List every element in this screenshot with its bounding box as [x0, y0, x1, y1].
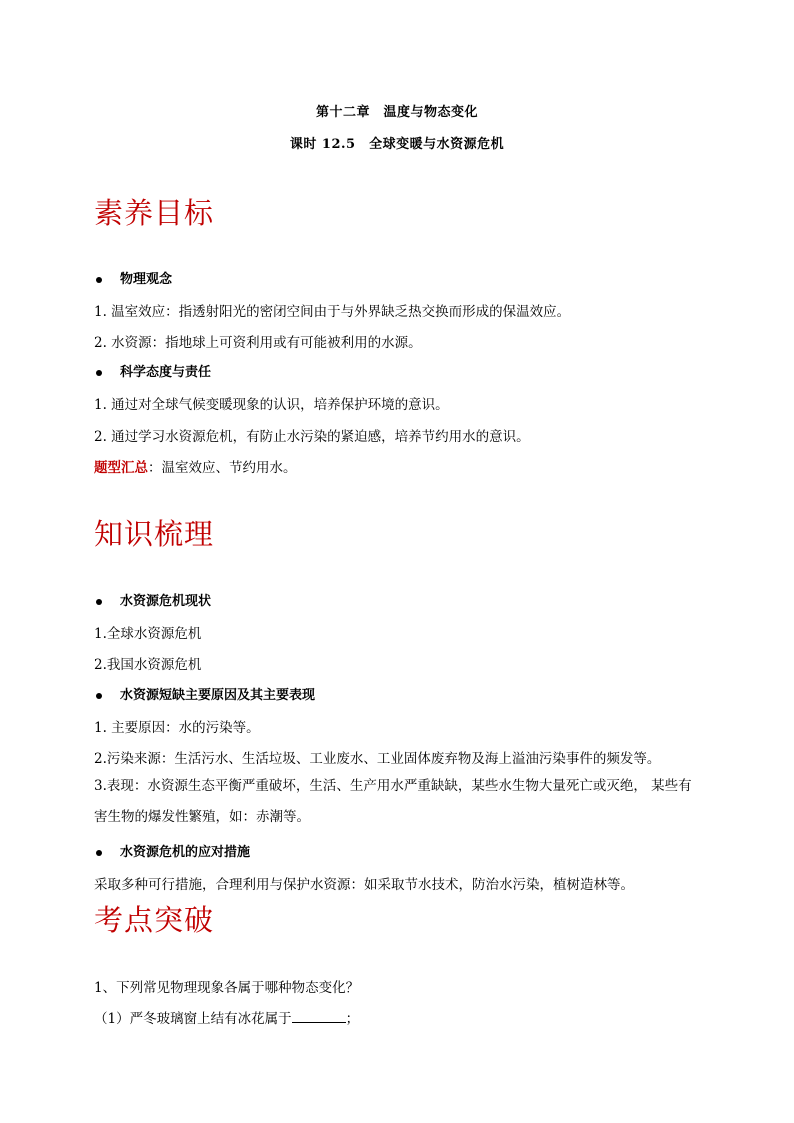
bullet-label: 水资源危机的应对措施 — [120, 845, 251, 860]
goal-item: 2. 水资源：指地球上可资利用或有可能被利用的水源。 — [94, 335, 422, 351]
bullet-label: 物理观念 — [120, 272, 173, 287]
bullet-dot-icon — [96, 693, 102, 699]
bullet-dot-icon — [96, 277, 102, 283]
bullet-dot-icon — [96, 850, 102, 856]
bullet-label: 水资源危机现状 — [120, 594, 212, 609]
question-types-summary — [94, 456, 297, 476]
goal-item: 1. 通过对全球气候变暖现象的认识，培养保护环境的意识。 — [94, 397, 449, 413]
knowledge-item: 1.全球水资源危机 — [94, 626, 202, 642]
goal-item: 2. 通过学习水资源危机，有防止水污染的紧迫感，培养节约用水的意识。 — [94, 429, 530, 445]
bullet-label: 水资源短缺主要原因及其主要表现 — [120, 688, 316, 703]
knowledge-item: 1. 主要原因：水的污染等。 — [94, 720, 260, 736]
bullet-physics-concepts — [94, 268, 172, 287]
knowledge-item: 2.污染来源：生活污水、生活垃圾、工业废水、工业固体废弃物及海上溢油污染事件的频发等。 — [94, 751, 661, 767]
knowledge-item: 采取多种可行措施，合理利用与保护水资源：如采取节水技术，防治水污染，植树造林等。 — [94, 877, 634, 893]
question-1-part-1 — [94, 1007, 359, 1027]
summary-label: 题型汇总 — [94, 460, 148, 476]
section-heading-knowledge: 知识梳理 — [94, 517, 215, 551]
bullet-countermeasures — [94, 841, 250, 860]
section-heading-goals: 素养目标 — [94, 196, 215, 230]
knowledge-item: 3.表现：水资源生态平衡严重破坏，生活、生产用水严重缺缺，某些水生物大量死亡或灭绝， 某些有害生物的爆发性繁殖，如：赤潮等。 — [94, 778, 692, 825]
bullet-attitude-responsibility — [94, 361, 211, 380]
goal-item: 1. 温室效应：指透射阳光的密闭空间由于与外界缺乏热交换而形成的保温效应。 — [94, 304, 571, 320]
bullet-dot-icon — [96, 370, 102, 376]
chapter-title: 第十二章 温度与物态变化 — [315, 105, 478, 120]
summary-text: ：温室效应、节约用水。 — [148, 460, 297, 476]
answer-blank[interactable] — [292, 1008, 346, 1023]
question-text-end: ； — [345, 1011, 360, 1027]
bullet-dot-icon — [96, 599, 102, 605]
section-heading-exercises: 考点突破 — [94, 903, 215, 937]
bullet-water-crisis-status — [94, 590, 211, 609]
bullet-water-shortage-causes — [94, 684, 315, 703]
question-text: （1）严冬玻璃窗上结有冰花属于 — [94, 1011, 292, 1027]
question-1: 1、下列常见物理现象各属于哪种物态变化？ — [94, 980, 360, 996]
lesson-subtitle: 课时 12.5 全球变暖与水资源危机 — [289, 137, 505, 152]
knowledge-item: 2.我国水资源危机 — [94, 657, 202, 673]
bullet-label: 科学态度与责任 — [120, 365, 212, 380]
